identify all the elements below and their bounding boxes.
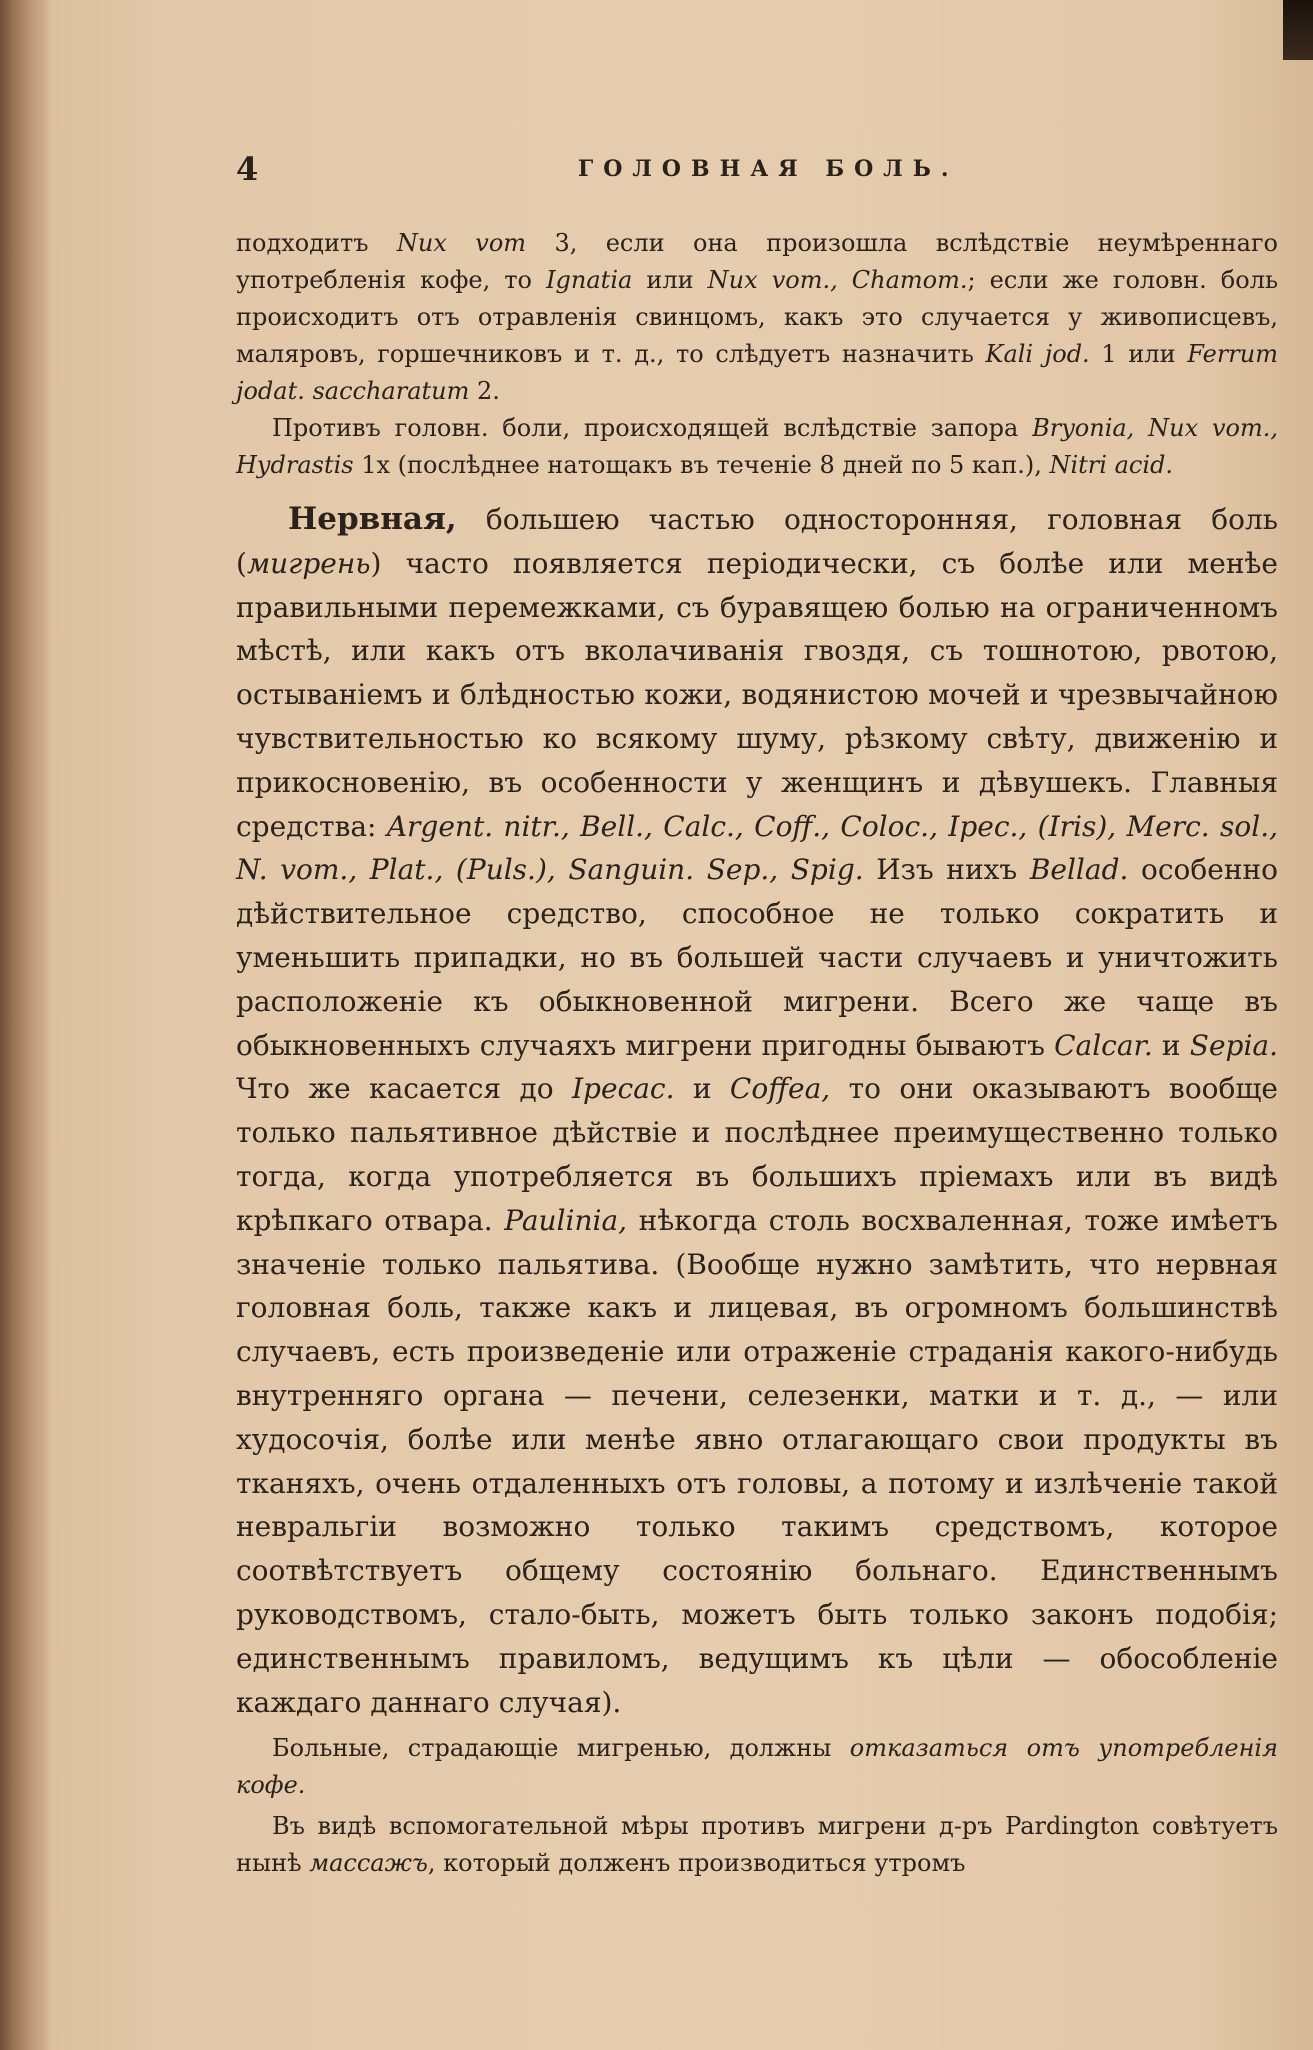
dark-corner (1283, 0, 1313, 60)
text-run: Изъ нихъ (863, 853, 1030, 887)
text-run: подходитъ (236, 229, 397, 257)
text-run: Въ видѣ вспомогательной мѣры противъ мигрени д-ръ Pardington совѣтуетъ нынѣ (236, 1812, 1278, 1878)
text-run: или (632, 266, 708, 294)
italic-run: мигрень (246, 546, 371, 580)
paragraph-5 (236, 1808, 1278, 1882)
italic-run: Ignatia (546, 266, 633, 294)
text-run: ) часто появляется періодически, съ болѣе или менѣе правильными перемежками, съ буравящею болью на ограниченномъ мѣстѣ, или какъ отъ вколачиванія гвоздя, съ тошнотою, рвотою, остываніемъ и блѣдностью кожи, водянистою мочей и чрезвычайною чувствительностью ко всякому шуму, рѣзкому свѣту, движенію и прикосновенію, въ особенности у женщинъ и дѣвушекъ. Главныя средства: (236, 546, 1278, 843)
text-run: Больные, страдающіе мигренью, должны (272, 1734, 850, 1763)
page-header (236, 150, 1276, 190)
book-spine-shadow (0, 0, 52, 2050)
text-run: Противъ головн. боли, происходящей вслѣдствіе запора (272, 414, 1033, 442)
paragraph-2 (236, 410, 1278, 484)
italic-run: Nux vom (396, 229, 527, 257)
italic-run: Nitri acid. (1049, 451, 1173, 479)
paragraph-3 (236, 498, 1278, 1724)
text-run: , который долженъ производиться утромъ (427, 1849, 966, 1878)
italic-run: массажъ (309, 1849, 428, 1878)
italic-run: Kali jod. (985, 340, 1090, 368)
paragraph-1 (236, 225, 1278, 410)
text-run: то они оказываютъ вообще только пальятивное дѣйствіе и послѣднее преимущественно только тогда, когда употребляется въ большихъ пріемахъ или въ видѣ крѣпкаго отвара. (236, 1072, 1278, 1237)
italic-run: Coffea, (729, 1072, 831, 1106)
paragraph-lead: Нервная, (288, 501, 457, 537)
body-text (236, 225, 1278, 1882)
text-run: 2. (469, 377, 500, 405)
running-title: ГОЛОВНАЯ БОЛЬ. (578, 156, 959, 182)
text-run: и (674, 1072, 730, 1106)
text-run: 1x (послѣднее натощакъ въ теченіе 8 дней по 5 кап.), (353, 451, 1050, 479)
text-run: нѣкогда столь восхваленная, тоже имѣетъ значеніе только пальятива. (Вообще нужно замѣтить, что нервная головная боль, также какъ и лицевая, въ огромномъ большинствѣ случаевъ, есть произведеніе или отраженіе страданія какого-нибудь внутренняго органа — печени, селезенки, матки и т. д., — или худосочія, болѣе или менѣе явно отлагающаго свои продукты въ тканяхъ, очень отдаленныхъ отъ головы, а потому и излѣченіе такой невральгіи возможно только такимъ средствомъ, которое соотвѣтствуетъ общему состоянію больнаго. Единственнымъ руководствомъ, стало-быть, можетъ быть только законъ подобія; единственнымъ правиломъ, ведущимъ къ цѣли — обособленіе каждаго даннаго случая). (236, 1203, 1278, 1719)
italic-run: отказаться отъ употребленія кофе. (236, 1734, 1278, 1800)
italic-run: Paulinia, (504, 1203, 628, 1237)
text-run: и (1152, 1028, 1190, 1062)
italic-run: Calcar. (1054, 1028, 1153, 1062)
italic-run: Nux vom., Chamom. (707, 266, 968, 294)
text-run: ; если же головн. боль происходитъ отъ отравленія свинцомъ, какъ это случается у живописцевъ, маляровъ, горшечниковъ и т. д., то слѣдуетъ назначить (236, 266, 1279, 368)
italic-run: Bellad. (1029, 853, 1129, 887)
italic-run: Argent. nitr., Bell., Calc., Coff., Coloc., Ipec., (Iris), Merc. sol., N. vom., Plat., (Puls.), Sanguin. Sep., Spig. (236, 809, 1278, 887)
italic-run: Ipecac. (571, 1072, 675, 1106)
text-run: большею частью односторонняя, головная боль ( (236, 503, 1278, 580)
text-run: Что же касается до (236, 1072, 572, 1106)
text-run: 3, если она произошла вслѣдствіе неумѣреннаго употребленія кофе, то (236, 229, 1279, 294)
italic-run: Ferrum jodat. saccharatum (236, 340, 1278, 405)
paragraph-4 (236, 1730, 1278, 1804)
text-run: 1 или (1089, 340, 1188, 368)
italic-run: Sepia. (1189, 1028, 1278, 1062)
text-run: особенно дѣйствительное средство, способное не только сократить и уменьшить припадки, но въ большей части случаевъ и уничтожить расположеніе къ обыкновенной мигрени. Всего же чаще въ обыкновенныхъ случаяхъ мигрени пригодны бываютъ (236, 853, 1278, 1062)
page-number: 4 (236, 150, 259, 188)
italic-run: Bryonia, Nux vom., Hydrastis (236, 414, 1278, 479)
